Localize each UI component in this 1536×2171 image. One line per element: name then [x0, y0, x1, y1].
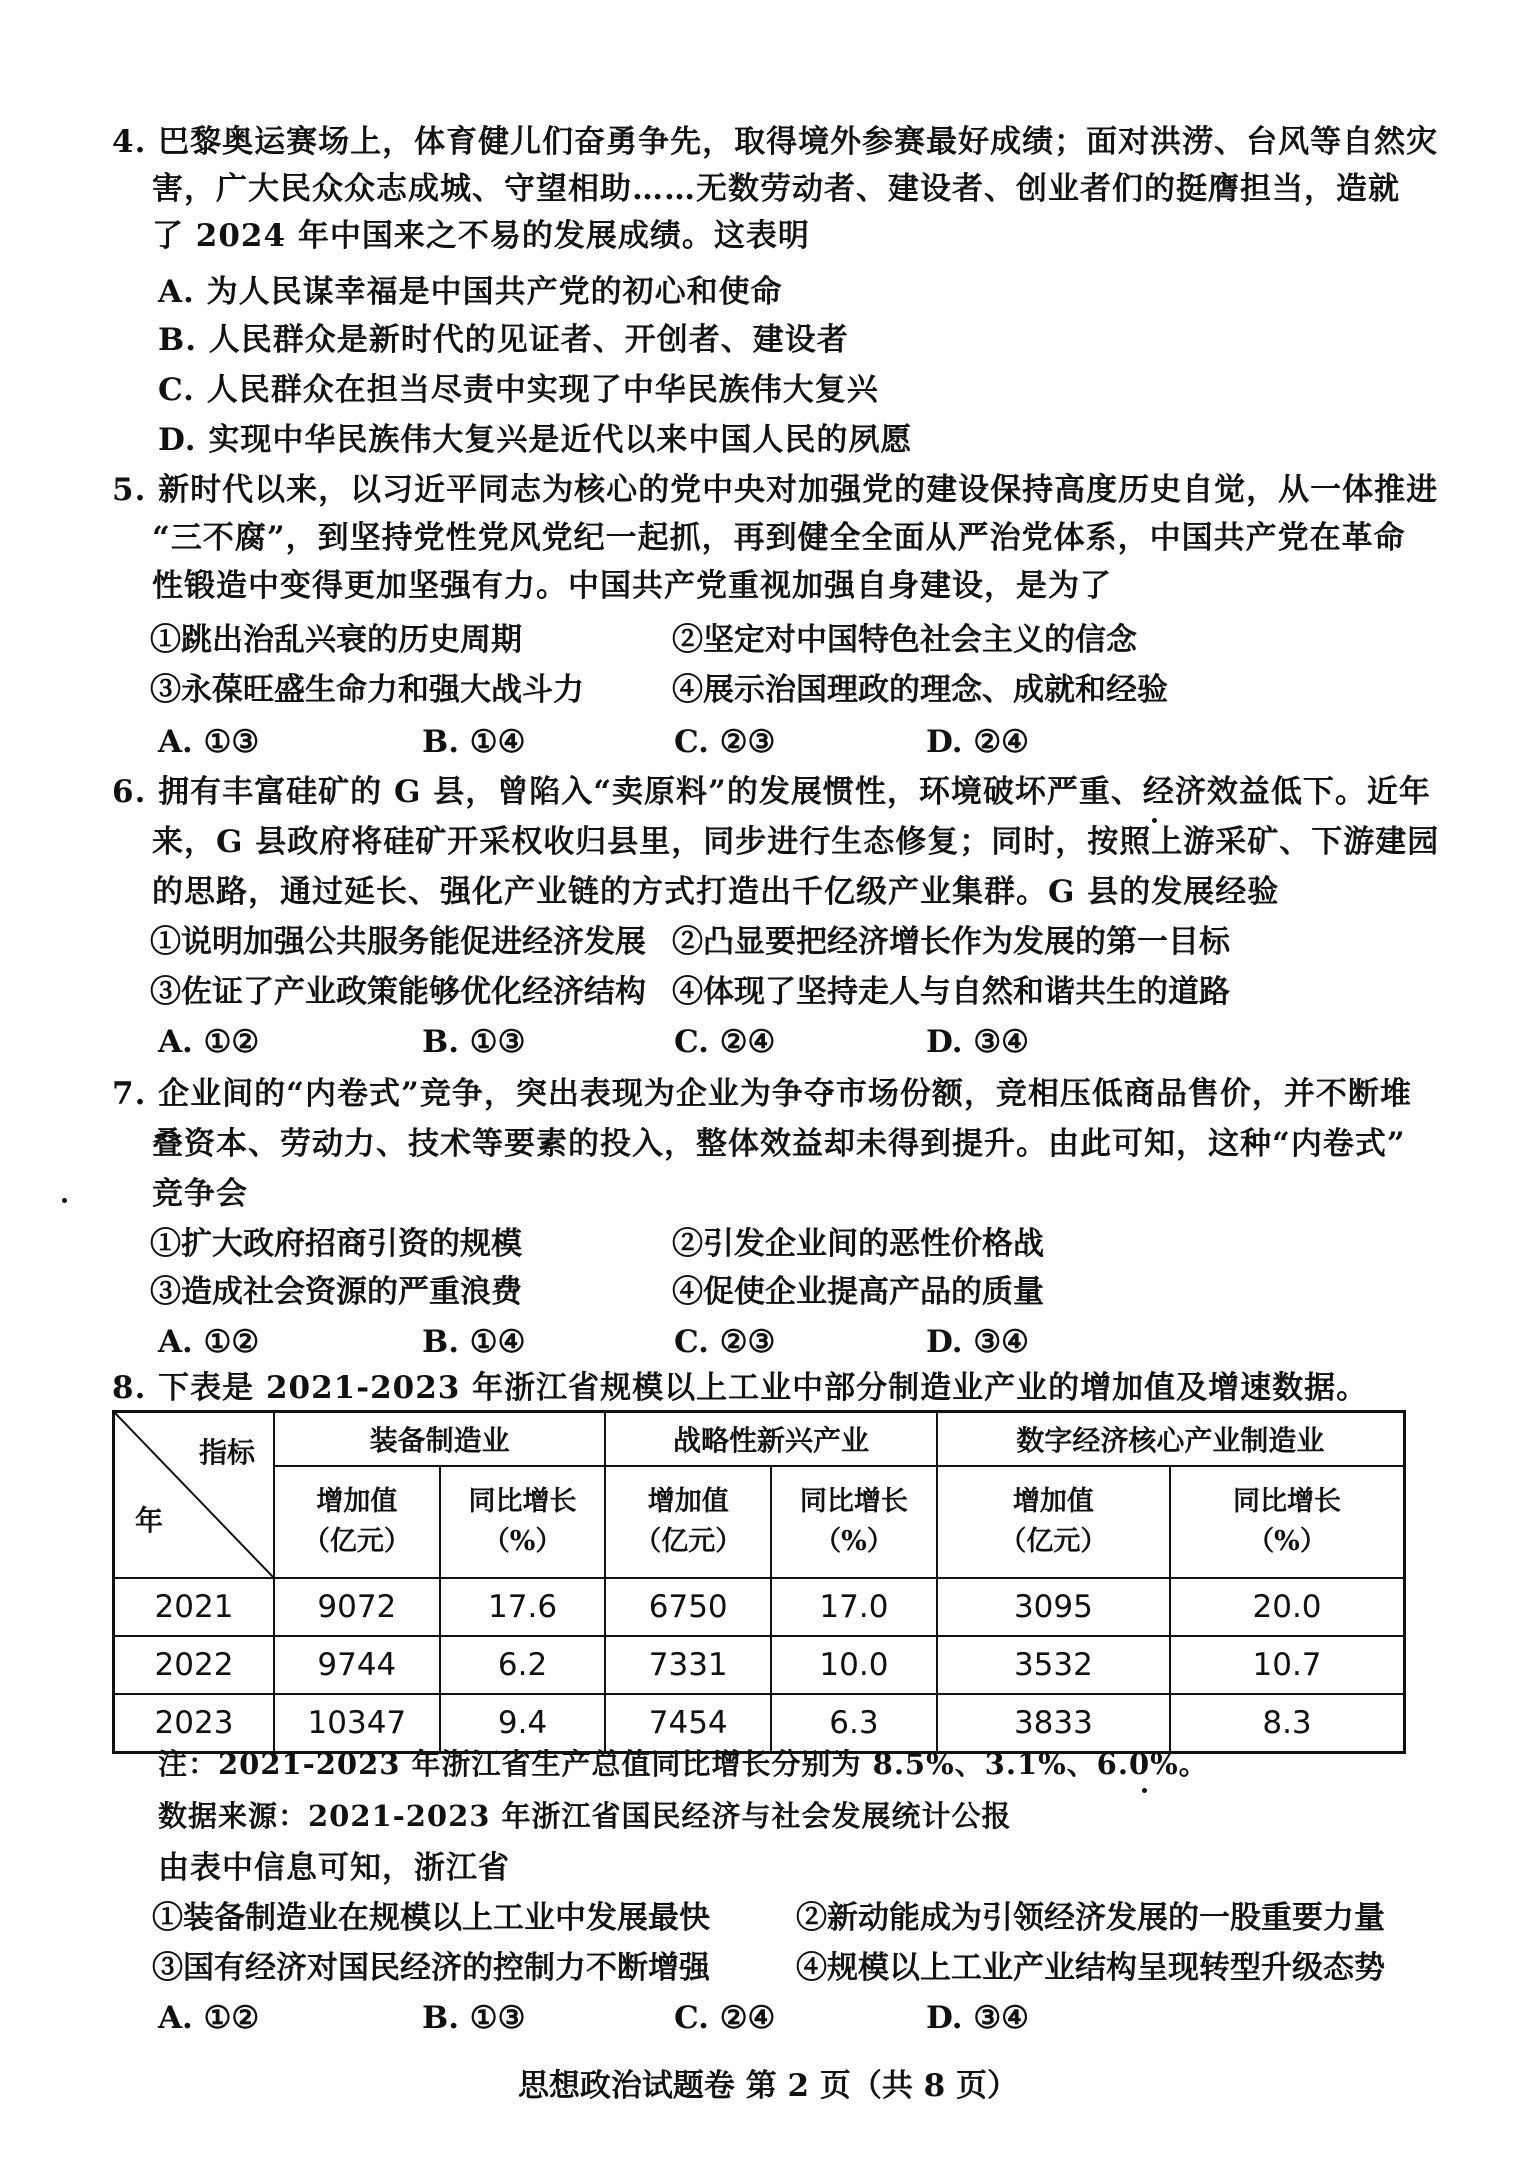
- cell-year: 2021: [114, 1578, 275, 1636]
- cell-value: 3095: [937, 1578, 1170, 1636]
- cell-growth: 6.3: [771, 1694, 937, 1753]
- q7-item-2: ②引发企业间的恶性价格战: [672, 1226, 1044, 1262]
- q8-note: 注：2021-2023 年浙江省生产总值同比增长分别为 8.5%、3.1%、6.0%。: [158, 1747, 1209, 1781]
- cell-value: 9744: [274, 1636, 440, 1694]
- group-header-equipment: 装备制造业: [274, 1412, 605, 1467]
- table-corner-cell: [114, 1412, 275, 1579]
- q7-choice-a: A. ①②: [158, 1324, 260, 1360]
- q5-choice-a: A. ①③: [158, 724, 260, 760]
- sub-header-value-label: 增加值: [316, 1486, 398, 1517]
- q7-choice-d: D. ③④: [926, 1324, 1029, 1360]
- cell-growth: 17.0: [771, 1578, 937, 1636]
- table-row: [114, 1578, 1405, 1636]
- q7-stem-line-3: 竞争会: [152, 1176, 248, 1212]
- q5-item-1: ①跳出治乱兴衰的历史周期: [150, 622, 522, 658]
- sub-header-growth: [440, 1466, 606, 1578]
- q6-item-3: ③佐证了产业政策能够优化经济结构: [150, 974, 646, 1010]
- scan-speck: [1142, 1788, 1147, 1793]
- cell-growth: 10.7: [1170, 1636, 1404, 1694]
- sub-header-value-unit: （亿元）: [999, 1526, 1108, 1557]
- q8-choice-c: C. ②④: [674, 2000, 776, 2036]
- sub-header-value-label: 增加值: [1012, 1486, 1094, 1517]
- scan-speck: [62, 1198, 67, 1203]
- q4-stem-line-1: 4. 巴黎奥运赛场上，体育健儿们奋勇争先，取得境外参赛最好成绩；面对洪涝、台风等自然灾: [112, 124, 1439, 160]
- q4-option-b: B. 人民群众是新时代的见证者、开创者、建设者: [158, 322, 849, 358]
- q8-source: 数据来源：2021-2023 年浙江省国民经济与社会发展统计公报: [158, 1799, 1012, 1833]
- q6-item-2: ②凸显要把经济增长作为发展的第一目标: [672, 924, 1230, 960]
- q7-stem-line-2: 叠资本、劳动力、技术等要素的投入，整体效益却未得到提升。由此可知，这种“内卷式”: [152, 1126, 1406, 1162]
- q6-choice-c: C. ②④: [674, 1024, 776, 1060]
- cell-growth: 20.0: [1170, 1578, 1404, 1636]
- q8-lead: 由表中信息可知，浙江省: [158, 1850, 510, 1886]
- q6-stem-line-1: 6. 拥有丰富硅矿的 G 县，曾陷入“卖原料”的发展惯性，环境破坏严重、经济效益低下。近年: [112, 774, 1431, 810]
- cell-value: 3833: [937, 1694, 1170, 1753]
- sub-header-growth: [771, 1466, 937, 1578]
- q4-option-a: A. 为人民谋幸福是中国共产党的初心和使命: [158, 274, 783, 310]
- sub-header-value: [605, 1466, 771, 1578]
- q4-option-c: C. 人民群众在担当尽责中实现了中华民族伟大复兴: [158, 372, 879, 408]
- sub-header-growth-unit: （%）: [814, 1526, 894, 1557]
- corner-header-year: 年: [135, 1504, 164, 1537]
- cell-value: 6750: [605, 1578, 771, 1636]
- sub-header-growth-label: 同比增长: [1233, 1486, 1342, 1517]
- page-footer: 思想政治试题卷 第 2 页（共 8 页）: [517, 2068, 1019, 2104]
- q5-stem-line-2: “三不腐”，到坚持党性党风党纪一起抓，再到健全全面从严治党体系，中国共产党在革命: [152, 520, 1406, 556]
- q8-choice-d: D. ③④: [926, 2000, 1029, 2036]
- sub-header-value: [937, 1466, 1170, 1578]
- q7-item-4: ④促使企业提高产品的质量: [672, 1274, 1044, 1310]
- q7-choice-c: C. ②③: [674, 1324, 776, 1360]
- sub-header-growth-label: 同比增长: [799, 1486, 908, 1517]
- data-table: [112, 1410, 1406, 1754]
- cell-value: 3532: [937, 1636, 1170, 1694]
- cell-growth: 10.0: [771, 1636, 937, 1694]
- q6-item-4: ④体现了坚持走人与自然和谐共生的道路: [672, 974, 1230, 1010]
- q7-item-3: ③造成社会资源的严重浪费: [150, 1274, 522, 1310]
- cell-year: 2023: [114, 1694, 275, 1753]
- q5-choice-c: C. ②③: [674, 724, 776, 760]
- q5-stem-line-1: 5. 新时代以来，以习近平同志为核心的党中央对加强党的建设保持高度历史自觉，从一体推进: [112, 472, 1439, 508]
- q6-item-1: ①说明加强公共服务能促进经济发展: [150, 924, 646, 960]
- q6-choice-a: A. ①②: [158, 1024, 260, 1060]
- q7-stem-line-1: 7. 企业间的“内卷式”竞争，突出表现为企业为争夺市场份额，竞相压低商品售价，并不断堆: [112, 1076, 1412, 1112]
- q5-choice-b: B. ①④: [422, 724, 526, 760]
- q4-stem-line-2: 害，广大民众众志成城、守望相助……无数劳动者、建设者、创业者们的挺膺担当，造就: [152, 171, 1400, 207]
- group-header-digital: 数字经济核心产业制造业: [937, 1412, 1405, 1467]
- cell-year: 2022: [114, 1636, 275, 1694]
- cell-value: 9072: [274, 1578, 440, 1636]
- q4-stem-line-3: 了 2024 年中国来之不易的发展成绩。这表明: [152, 218, 810, 254]
- q8-choice-a: A. ①②: [158, 2000, 260, 2036]
- cell-value: 7454: [605, 1694, 771, 1753]
- q8-choice-b: B. ①③: [422, 2000, 526, 2036]
- q7-item-1: ①扩大政府招商引资的规模: [150, 1226, 522, 1262]
- cell-growth: 6.2: [440, 1636, 606, 1694]
- sub-header-value-unit: （亿元）: [302, 1526, 411, 1557]
- sub-header-growth-unit: （%）: [482, 1526, 563, 1557]
- q6-stem-line-3: 的思路，通过延长、强化产业链的方式打造出千亿级产业集群。G 县的发展经验: [152, 874, 1280, 910]
- cell-value: 7331: [605, 1636, 771, 1694]
- q5-choice-d: D. ②④: [926, 724, 1029, 760]
- q6-stem-line-2: 来，G 县政府将硅矿开采权收归县里，同步进行生态修复；同时，按照上游采矿、下游建园: [152, 824, 1440, 860]
- sub-header-value-unit: （亿元）: [634, 1526, 743, 1557]
- sub-header-value: [274, 1466, 440, 1578]
- q6-choice-b: B. ①③: [422, 1024, 526, 1060]
- q4-option-d: D. 实现中华民族伟大复兴是近代以来中国人民的夙愿: [158, 422, 913, 458]
- group-header-strategic: 战略性新兴产业: [605, 1412, 936, 1467]
- sub-header-value-label: 增加值: [647, 1486, 729, 1517]
- q5-item-3: ③永葆旺盛生命力和强大战斗力: [150, 672, 584, 708]
- q8-item-2: ②新动能成为引领经济发展的一股重要力量: [796, 1900, 1385, 1936]
- corner-header-indicator: 指标: [198, 1436, 255, 1469]
- q7-choice-b: B. ①④: [422, 1324, 526, 1360]
- q8-item-4: ④规模以上工业产业结构呈现转型升级态势: [796, 1950, 1385, 1986]
- q6-choice-d: D. ③④: [926, 1024, 1029, 1060]
- q8-item-3: ③国有经济对国民经济的控制力不断增强: [152, 1950, 710, 1986]
- cell-growth: 9.4: [440, 1694, 606, 1753]
- cell-value: 10347: [274, 1694, 440, 1753]
- sub-header-growth-label: 同比增长: [468, 1486, 577, 1517]
- q5-item-2: ②坚定对中国特色社会主义的信念: [672, 622, 1137, 658]
- q5-item-4: ④展示治国理政的理念、成就和经验: [672, 672, 1168, 708]
- sub-header-growth-unit: （%）: [1247, 1526, 1327, 1557]
- scan-speck: [1152, 818, 1157, 823]
- q8-stem: 8. 下表是 2021-2023 年浙江省规模以上工业中部分制造业产业的增加值及增速数据。: [112, 1370, 1369, 1406]
- q8-item-1: ①装备制造业在规模以上工业中发展最快: [152, 1900, 710, 1936]
- cell-growth: 8.3: [1170, 1694, 1404, 1753]
- q5-stem-line-3: 性锻造中变得更加坚强有力。中国共产党重视加强自身建设，是为了: [152, 568, 1112, 604]
- sub-header-growth: [1170, 1466, 1404, 1578]
- table-row: [114, 1636, 1405, 1694]
- cell-growth: 17.6: [440, 1578, 606, 1636]
